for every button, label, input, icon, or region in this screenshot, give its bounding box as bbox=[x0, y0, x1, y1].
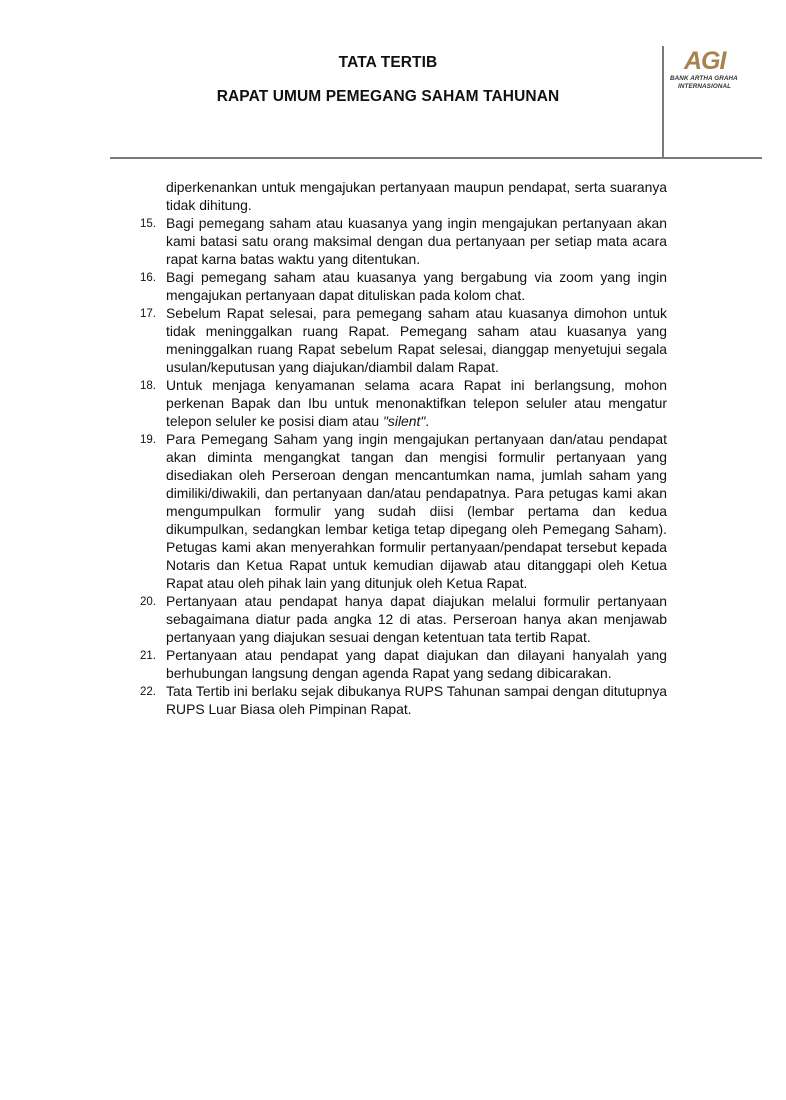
document-title: TATA TERTIB bbox=[338, 54, 438, 71]
list-item bbox=[140, 376, 667, 430]
header-horizontal-divider bbox=[110, 157, 762, 159]
item-text: Sebelum Rapat selesai, para pemegang saham atau kuasanya dimohon untuk tidak meninggalkan ruang Rapat. Pemegang saham atau kuasanya yang meninggalkan ruang Rapat sebelum Rapat selesai, dianggap menyetujui segala usulan/keputusan yang diajukan/diambil dalam Rapat. bbox=[166, 305, 667, 375]
list-item bbox=[140, 214, 667, 268]
item-text-tail: . bbox=[425, 413, 430, 429]
item-number: 20. bbox=[140, 596, 156, 608]
item-text: Bagi pemegang saham atau kuasanya yang ingin mengajukan pertanyaan akan kami batasi satu orang maksimal dengan dua pertanyaan per setiap mata acara rapat karna batas waktu yang ditentukan. bbox=[166, 215, 667, 267]
item-text: Pertanyaan atau pendapat yang dapat diajukan dan dilayani hanyalah yang berhubungan langsung dengan agenda Rapat yang sedang dibicarakan. bbox=[166, 647, 667, 681]
list-item bbox=[140, 646, 667, 682]
item-italic-text: "silent" bbox=[382, 413, 426, 429]
document-body bbox=[140, 178, 667, 718]
list-item bbox=[140, 268, 667, 304]
item-text: Para Pemegang Saham yang ingin mengajukan pertanyaan dan/atau pendapat akan diminta mengangkat tangan dan mengisi formulir pertanyaan yang disediakan oleh Perseroan dengan mencantumkan nama, jumlah saham yang dimiliki/diwakili, dan pertanyaan dan/atau pendapatnya. Para petugas kami akan mengumpulkan formulir yang sudah diisi (lembar pertama dan kedua dikumpulkan, sedangkan lembar ketiga tetap dipegang oleh Pemegang Saham). Petugas kami akan menyerahkan formulir pertanyaan/pendapat tersebut kepada Notaris dan Ketua Rapat untuk kemudian dijawab atau ditanggapi oleh Ketua Rapat atau oleh pihak lain yang ditunjuk oleh Ketua Rapat. bbox=[166, 431, 667, 591]
bank-logo bbox=[670, 48, 760, 94]
item-number: 21. bbox=[140, 650, 156, 662]
item-number: 18. bbox=[140, 380, 156, 392]
logo-mark: AGI bbox=[684, 47, 726, 75]
item-text: Untuk menjaga kenyamanan selama acara Rapat ini berlangsung, mohon perkenan Bapak dan Ibu untuk menonaktifkan telepon seluler atau mengatur telepon seluler ke posisi diam atau bbox=[166, 377, 667, 429]
item-number: 22. bbox=[140, 686, 156, 698]
item-number: 17. bbox=[140, 308, 156, 320]
list-item bbox=[140, 592, 667, 646]
header-vertical-divider bbox=[662, 46, 664, 159]
list-item bbox=[140, 682, 667, 718]
logo-line-1: BANK ARTHA GRAHA bbox=[670, 75, 738, 82]
item-number: 19. bbox=[140, 434, 156, 446]
document-subtitle: RAPAT UMUM PEMEGANG SAHAM TAHUNAN bbox=[216, 88, 560, 105]
logo-line-2: INTERNASIONAL bbox=[678, 83, 732, 90]
item-text: Tata Tertib ini berlaku sejak dibukanya RUPS Tahunan sampai dengan ditutupnya RUPS Luar Biasa oleh Pimpinan Rapat. bbox=[166, 683, 667, 717]
rules-list bbox=[140, 214, 667, 718]
item-number: 16. bbox=[140, 272, 156, 284]
item-text: Pertanyaan atau pendapat hanya dapat diajukan melalui formulir pertanyaan sebagaimana diatur pada angka 12 di atas. Perseroan hanya akan menjawab pertanyaan yang diajukan sesuai dengan ketentuan tata tertib Rapat. bbox=[166, 593, 667, 645]
continuation-paragraph: diperkenankan untuk mengajukan pertanyaan maupun pendapat, serta suaranya tidak dihitung. bbox=[166, 179, 667, 213]
list-item bbox=[140, 304, 667, 376]
item-text: Bagi pemegang saham atau kuasanya yang bergabung via zoom yang ingin mengajukan pertanyaan dapat dituliskan pada kolom chat. bbox=[166, 269, 667, 303]
list-item bbox=[140, 430, 667, 592]
item-number: 15. bbox=[140, 218, 156, 230]
